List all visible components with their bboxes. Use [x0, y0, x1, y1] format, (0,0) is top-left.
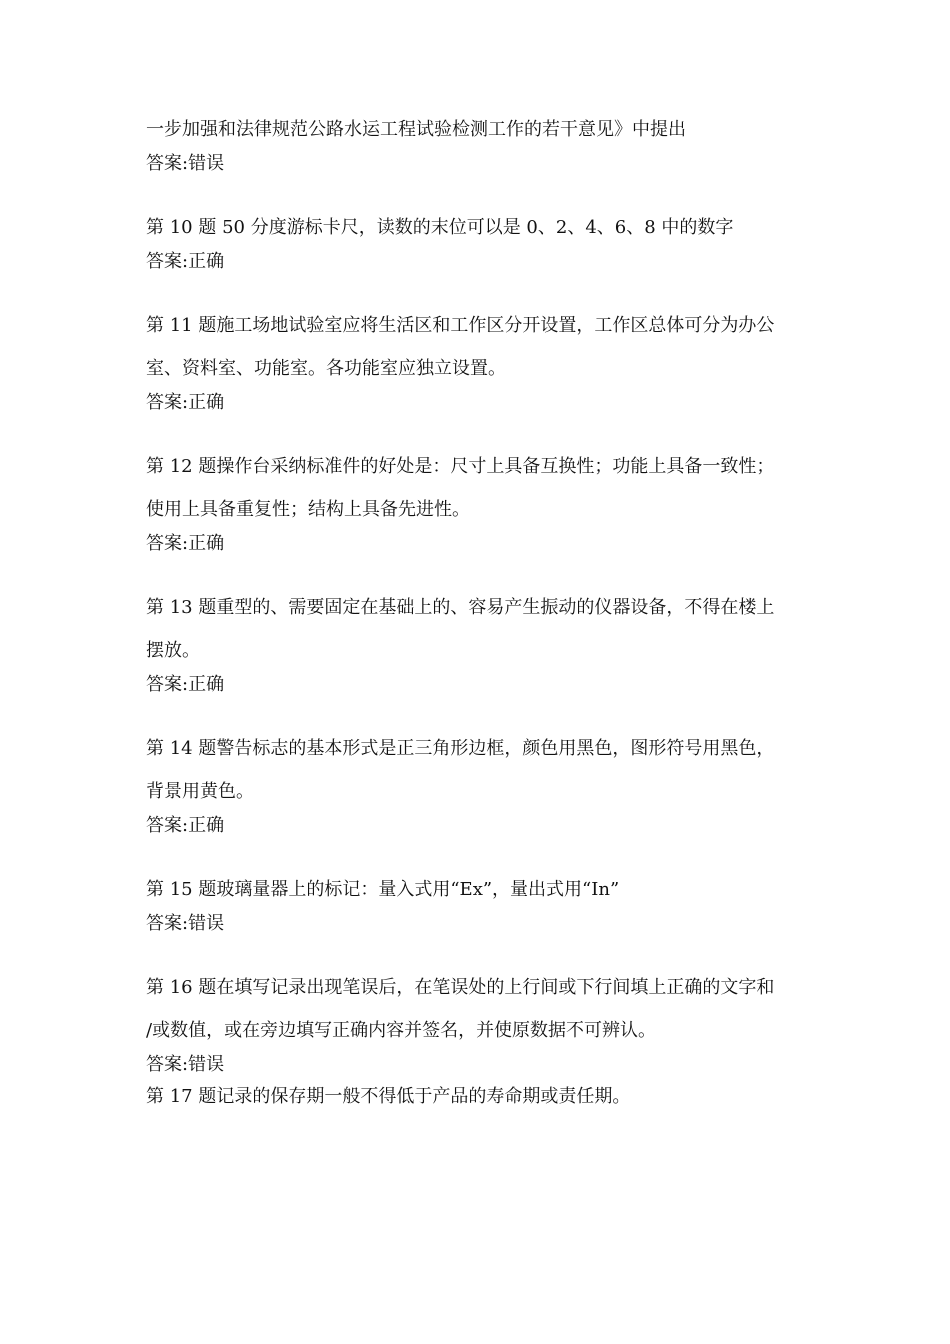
- answer-text: 答案:错误: [146, 153, 225, 174]
- question-10: [146, 216, 816, 274]
- answer-text: 答案:正确: [146, 392, 225, 413]
- question-text: 第 13 题重型的、需要固定在基础上的、容易产生振动的仪器设备，不得在楼上: [146, 597, 775, 618]
- question-13: [146, 596, 816, 697]
- question-text-continued: /或数值，或在旁边填写正确内容并签名，并使原数据不可辨认。: [146, 1020, 657, 1041]
- question-text: 第 14 题警告标志的基本形式是正三角形边框，颜色用黑色，图形符号用黑色，: [146, 738, 775, 759]
- question-text-continued: 使用上具备重复性；结构上具备先进性。: [146, 499, 470, 520]
- question-15: [146, 878, 816, 936]
- question-fragment: [146, 118, 816, 176]
- question-text: 第 15 题玻璃量器上的标记：量入式用“Ex”，量出式用“In”: [146, 879, 620, 900]
- question-16: [146, 976, 816, 1077]
- question-14: [146, 737, 816, 838]
- question-11: [146, 314, 816, 415]
- answer-text: 答案:正确: [146, 251, 225, 272]
- document-page: [146, 118, 816, 1109]
- question-text-continued: 摆放。: [146, 640, 200, 661]
- question-17: [146, 1085, 816, 1109]
- answer-text: 答案:正确: [146, 815, 225, 836]
- question-text: 第 11 题施工场地试验室应将生活区和工作区分开设置，工作区总体可分为办公: [146, 315, 775, 336]
- question-text: 一步加强和法律规范公路水运工程试验检测工作的若干意见》中提出: [146, 119, 686, 140]
- question-text: 第 16 题在填写记录出现笔误后，在笔误处的上行间或下行间填上正确的文字和: [146, 977, 775, 998]
- question-text: 第 10 题 50 分度游标卡尺，读数的末位可以是 0、2、4、6、8 中的数字: [146, 217, 734, 238]
- question-text: 第 17 题记录的保存期一般不得低于产品的寿命期或责任期。: [146, 1086, 631, 1107]
- question-text-continued: 背景用黄色。: [146, 781, 254, 802]
- answer-text: 答案:正确: [146, 533, 225, 554]
- answer-text: 答案:正确: [146, 674, 225, 695]
- answer-text: 答案:错误: [146, 913, 225, 934]
- question-12: [146, 455, 816, 556]
- answer-text: 答案:错误: [146, 1054, 225, 1075]
- question-text-continued: 室、资料室、功能室。各功能室应独立设置。: [146, 358, 506, 379]
- question-text: 第 12 题操作台采纳标准件的好处是：尺寸上具备互换性；功能上具备一致性；: [146, 456, 775, 477]
